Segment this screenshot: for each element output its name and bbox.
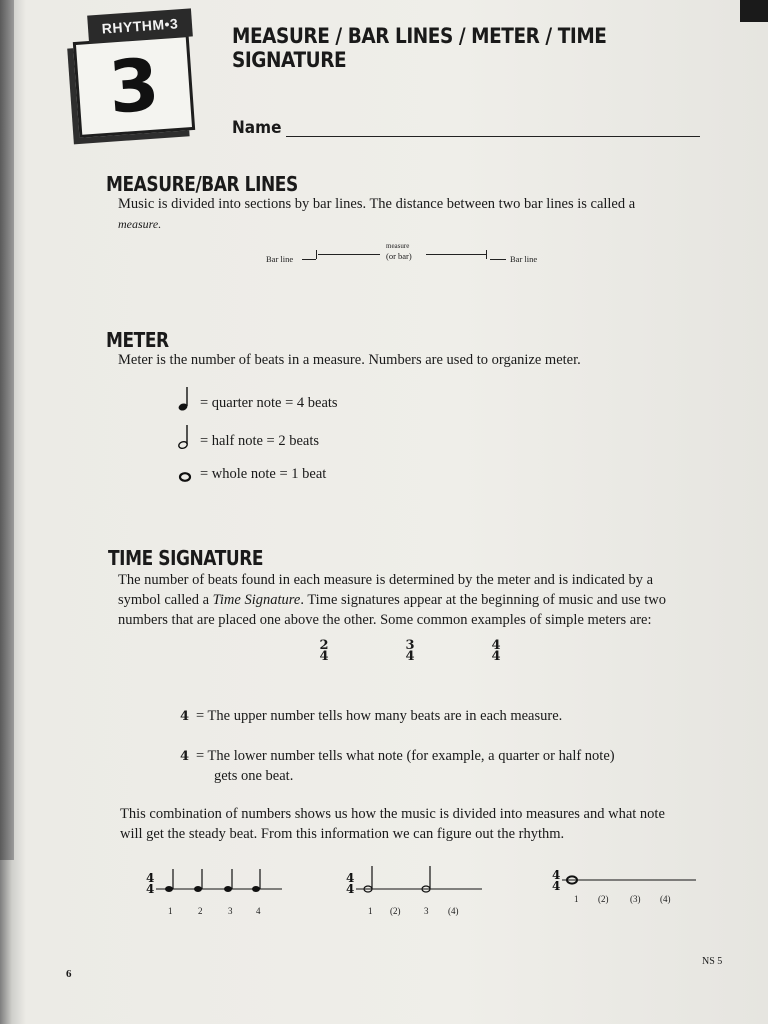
ts-term: Time Signature <box>212 592 301 608</box>
measure-line-right <box>426 254 486 255</box>
combo-text-line1: This combination of numbers shows us how the music is divided into measures and what note <box>120 806 665 822</box>
combo-text-line2: will get the steady beat. From this information we can figure out the rhythm. <box>120 826 565 842</box>
meter-item-half <box>178 424 319 450</box>
count-4: (4) <box>448 906 459 916</box>
ts-3-4-top: 3 <box>405 638 415 653</box>
page-title: MEASURE / BAR LINES / METER / TIME SIGNATURE <box>232 24 607 72</box>
quarter-note <box>194 869 202 892</box>
half-note <box>422 866 430 892</box>
quarter-note <box>224 869 232 892</box>
svg-text:4: 4 <box>346 871 355 885</box>
svg-text:4: 4 <box>552 879 561 893</box>
page-number: 6 <box>66 968 72 980</box>
count-4: (4) <box>660 894 671 904</box>
measure-text-line2: measure. <box>118 217 162 231</box>
ts-text-line2-a: symbol called a <box>118 592 213 608</box>
meter-heading: METER <box>106 328 169 352</box>
half-note <box>364 866 372 892</box>
count-1: 1 <box>574 894 579 904</box>
upper-number-explanation <box>180 706 562 727</box>
upper-number: 4 <box>180 709 190 724</box>
quarter-note <box>165 869 173 892</box>
meter-text: Meter is the number of beats in a measure. Numbers are used to organize meter. <box>118 352 581 368</box>
ts-2-4-top: 2 <box>319 638 329 653</box>
ts-4-4-bottom: 4 <box>491 649 501 664</box>
count-1: 1 <box>368 906 373 916</box>
rhythm-example-quarters <box>144 862 284 902</box>
rhythm-example-halves <box>344 862 484 902</box>
count-3: 3 <box>424 906 429 916</box>
calendar-page <box>73 34 195 138</box>
measure-heading: MEASURE/BAR LINES <box>106 172 298 196</box>
lower-number-text-1: = The lower number tells what note (for example, a quarter or half note) <box>196 748 615 764</box>
count-2: (2) <box>390 906 401 916</box>
corner-tab <box>740 0 768 22</box>
ts-text-line2 <box>118 590 666 610</box>
rhythm-example-whole <box>550 868 700 898</box>
bar-line-left <box>316 250 317 259</box>
ts-3-4-bottom: 4 <box>405 649 415 664</box>
quarter-note-icon <box>178 386 192 412</box>
lower-number-text-2: gets one beat. <box>214 768 294 784</box>
count-2: 2 <box>198 906 203 916</box>
bar-line-diagram <box>262 244 562 268</box>
ts-text-line1: The number of beats found in each measure is determined by the meter and is indicated by a <box>118 572 654 588</box>
measure-text-line1: Music is divided into sections by bar lines. The distance between two bar lines is called a <box>118 196 636 212</box>
count-2: (2) <box>598 894 609 904</box>
lower-number-explanation <box>180 746 615 767</box>
meter-item-whole <box>178 466 326 483</box>
arrow-right <box>490 259 506 260</box>
count-4: 4 <box>256 906 261 916</box>
ts-text-line3: numbers that are placed one above the other. Some common examples of simple meters are: <box>118 612 652 628</box>
footer-code: NS 5 <box>702 956 723 967</box>
time-signature-4-4 <box>486 640 506 662</box>
svg-text:4: 4 <box>146 882 155 896</box>
rhythm-badge: RHYTHM•3 <box>87 8 193 43</box>
half-note-icon <box>178 424 192 450</box>
ts-text-line2-b: . Time signatures appear at the beginning of music and use two <box>300 592 666 608</box>
name-field-row <box>232 118 287 138</box>
svg-text:4: 4 <box>552 868 561 882</box>
binding-edge <box>0 0 14 860</box>
time-signature-heading: TIME SIGNATURE <box>108 546 264 570</box>
ts-4-4-top: 4 <box>491 638 501 653</box>
svg-text:4: 4 <box>146 871 155 885</box>
whole-note-icon <box>178 469 192 483</box>
meter-item-quarter <box>178 386 338 412</box>
measure-label: measure <box>386 242 410 250</box>
bar-line-right-label: Bar line <box>510 254 538 264</box>
name-label: Name <box>232 118 282 138</box>
count-1: 1 <box>168 906 173 916</box>
bar-line-right <box>486 250 487 259</box>
count-3: (3) <box>630 894 641 904</box>
time-signature-2-4 <box>314 640 334 662</box>
quarter-note <box>252 869 260 892</box>
arrow-left <box>302 259 316 260</box>
or-bar-label: (or bar) <box>386 251 412 261</box>
name-line[interactable] <box>286 136 700 137</box>
meter-item-quarter-text: = quarter note = 4 beats <box>200 395 338 411</box>
meter-item-whole-text: = whole note = 1 beat <box>200 466 327 482</box>
svg-text:4: 4 <box>346 882 355 896</box>
lower-number: 4 <box>180 749 190 764</box>
meter-item-half-text: = half note = 2 beats <box>200 433 320 449</box>
count-3: 3 <box>228 906 233 916</box>
time-signature-3-4 <box>400 640 420 662</box>
lesson-number: 3 <box>106 42 162 130</box>
calendar-icon <box>66 12 196 140</box>
measure-line-left <box>318 254 380 255</box>
bar-line-left-label: Bar line <box>266 254 294 264</box>
ts-2-4-bottom: 4 <box>319 649 329 664</box>
upper-number-text: = The upper number tells how many beats are in each measure. <box>196 708 563 724</box>
